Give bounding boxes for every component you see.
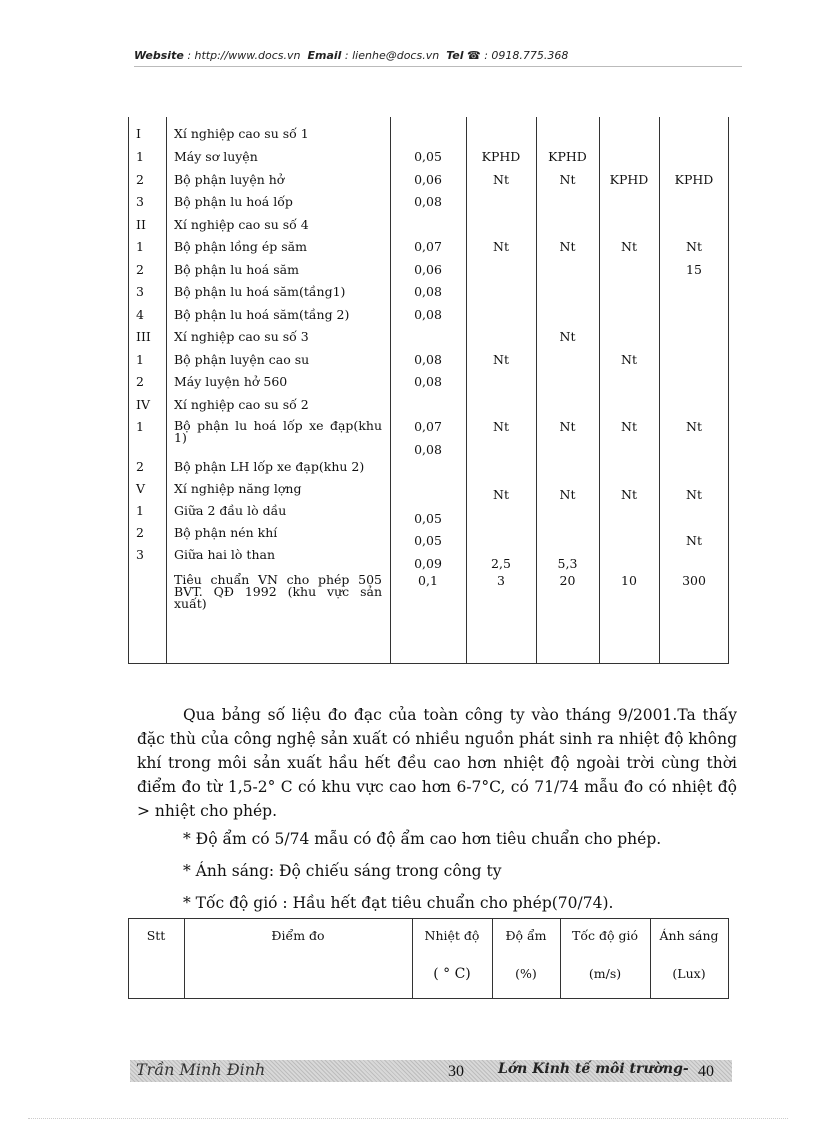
footer-class-number: 40: [698, 1063, 714, 1080]
table-cell-t: 0,1: [418, 573, 438, 588]
table-cell-w: KPHD: [548, 149, 587, 164]
table-cell-stt: 3: [136, 284, 144, 299]
table-cell-w: Nt: [559, 487, 576, 502]
footer-class: Lớn Kinh tế môi trường-: [498, 1061, 689, 1077]
unit-humidity: (%): [515, 966, 537, 981]
table-cell-t: 0,05: [414, 533, 442, 548]
paragraph-text: Qua bảng số liệu đo đạc của toàn công ty vào tháng 9/2001.Ta thấy đặc thù của công nghệ sản xuất có nhiều nguồn phát sinh ra nhiệt độ không khí trong môi sản xuất hầu hết đều cao hơn nhiệt độ ngoài trời cùng thời điểm đo từ 1,5-2° C có khu vực cao hơn 6-7°C, có 71/74 mẫu đo có nhiệt độ > nhiệt cho phép.: [137, 706, 737, 820]
table-cell-n: KPHD: [674, 172, 714, 187]
table-border: [728, 918, 729, 998]
email-label: Email: [307, 49, 342, 62]
col-header-temperature: Nhiệt độ: [424, 928, 480, 943]
website-link[interactable]: : http://www.docs.vn: [187, 49, 301, 62]
table-cell-stt: II: [136, 217, 146, 232]
table-cell-stt: 1: [136, 352, 144, 367]
analysis-paragraph: [137, 703, 737, 823]
table-cell-name: Xí nghiệp cao su số 2: [174, 397, 309, 412]
table-cell-t: 0,08: [414, 442, 442, 457]
table-cell-w: 5,3: [557, 556, 578, 571]
website-label: Website: [134, 49, 184, 62]
page-footer: [130, 1060, 732, 1082]
table-cell-h: Nt: [493, 172, 509, 187]
table-cell-w: 20: [559, 573, 576, 588]
table-cell-t: 0,08: [414, 194, 442, 209]
table-cell-stt: V: [136, 481, 146, 496]
table-cell-w: Nt: [559, 329, 576, 344]
table-cell-stt: 1: [136, 149, 144, 164]
unit-temperature: ( ° C): [433, 966, 471, 982]
table-cell-t: 0,07: [414, 419, 442, 434]
table-cell-stt: 1: [136, 503, 144, 518]
page-header: [134, 49, 568, 62]
table-cell-l: Nt: [621, 352, 637, 367]
unit-light: (Lux): [672, 966, 706, 981]
table-cell-name: Bộ phận luyện cao su: [174, 352, 310, 367]
table-border: [128, 998, 729, 999]
table-cell-name: Bộ phận lu hoá săm(tầng1): [174, 284, 346, 299]
table-cell-h: Nt: [493, 487, 509, 502]
table-cell-t: 0,05: [414, 511, 442, 526]
col-header-humidity: Độ ẩm: [505, 928, 547, 943]
phone-icon: ☎: [467, 49, 481, 62]
table-cell-h: Nt: [493, 239, 509, 254]
table-cell-name: Xí nghiệp cao su số 3: [174, 329, 309, 344]
col-header-point: Điểm đo: [271, 928, 325, 943]
table-cell-t: 0,06: [414, 172, 442, 187]
table-border: [128, 117, 129, 663]
table-cell-w: Nt: [559, 172, 576, 187]
table-cell-h: 3: [497, 573, 505, 588]
table-cell-n: Nt: [686, 533, 702, 548]
bullet-humidity: * Độ ẩm có 5/74 mẫu có độ ẩm cao hơn tiêu chuẩn cho phép.: [183, 830, 662, 848]
col-header-light: Ánh sáng: [659, 928, 719, 943]
table-cell-stt: IV: [136, 397, 150, 412]
table-cell-h: Nt: [493, 352, 509, 367]
table-cell-name: Máy luyện hở 560: [174, 374, 288, 389]
table-cell-l: 10: [621, 573, 637, 588]
measurement-table: [128, 117, 729, 663]
table-cell-stt: 3: [136, 547, 144, 562]
table-cell-name: Bộ phận luyện hở: [174, 172, 285, 187]
table-cell-name: Xí nghiệp cao su số 4: [174, 217, 309, 232]
table-cell-l: Nt: [621, 239, 637, 254]
table-cell-l: Nt: [621, 419, 637, 434]
table-cell-name: Xí nghiệp năng lợng: [174, 481, 302, 496]
table-cell-t: 0,09: [414, 556, 442, 571]
bullet-light: * Ánh sáng: Độ chiếu sáng trong công ty: [183, 862, 502, 880]
footer-author: Trần Minh Đinh: [136, 1060, 266, 1079]
unit-wind: (m/s): [588, 966, 622, 981]
table-cell-name: Giữa hai lò than: [174, 547, 276, 562]
table-cell-stt: 1: [136, 239, 144, 254]
col-header-stt: Stt: [146, 928, 166, 943]
table-cell-stt: 4: [136, 307, 144, 322]
email-link[interactable]: : lienhe@docs.vn: [344, 49, 440, 62]
col-header-wind: Tốc độ gió: [572, 928, 638, 943]
table-cell-l: KPHD: [609, 172, 649, 187]
table-cell-n: Nt: [686, 419, 702, 434]
table-cell-t: 0,08: [414, 307, 442, 322]
table-cell-h: KPHD: [481, 149, 521, 164]
table-cell-name: Bộ phận lu hoá lốp: [174, 194, 293, 209]
table-cell-name: Máy sơ luyện: [174, 149, 258, 164]
table-cell-n: 15: [686, 262, 702, 277]
table-cell-t: 0,08: [414, 352, 442, 367]
summary-table-header: [128, 918, 729, 998]
table-col-divider: [166, 117, 167, 663]
table-cell-n: Nt: [686, 487, 702, 502]
table-cell-name: Bộ phận LH lốp xe đạp(khu 2): [174, 459, 365, 474]
table-cell-stt: 1: [136, 419, 144, 434]
table-cell-t: 0,08: [414, 374, 442, 389]
tel-value: : 0918.775.368: [484, 49, 569, 62]
table-cell-w: Nt: [559, 419, 576, 434]
table-cell-name: Giữa 2 đầu lò dầu: [174, 503, 287, 518]
table-cell-stt: 2: [136, 172, 144, 187]
table-border: [128, 918, 729, 919]
header-divider: [134, 66, 742, 67]
table-cell-stt: 2: [136, 374, 144, 389]
bullet-wind: * Tốc độ gió : Hầu hết đạt tiêu chuẩn cho phép(70/74).: [183, 894, 614, 912]
table-cell-stt: 2: [136, 525, 144, 540]
table-cell-name: Bộ phận lồng ép săm: [174, 239, 307, 254]
table-cell-stt: 2: [136, 262, 144, 277]
table-cell-stt: 2: [136, 459, 144, 474]
table-cell-t: 0,07: [414, 239, 442, 254]
table-cell-l: Nt: [621, 487, 637, 502]
table-cell-h: 2,5: [491, 556, 511, 571]
table-cell-n: 300: [682, 573, 706, 588]
table-cell-n: Nt: [686, 239, 702, 254]
table-cell-name: Bộ phận lu hoá săm(tầng 2): [174, 307, 350, 322]
table-cell-h: Nt: [493, 419, 509, 434]
page-bottom-divider: [28, 1118, 788, 1119]
table-cell-stt: 3: [136, 194, 144, 209]
table-bottom-border: [128, 663, 729, 664]
table-cell-t: 0,05: [414, 149, 442, 164]
table-cell-name: Bộ phận lu hoá săm: [174, 262, 299, 277]
page-number: 30: [448, 1063, 464, 1080]
table-cell-name: Xí nghiệp cao su số 1: [174, 126, 309, 141]
table-cell-name: Bộ phận nén khí: [174, 525, 278, 540]
table-cell-w: Nt: [559, 239, 576, 254]
table-cell-stt: I: [136, 126, 141, 141]
table-cell-t: 0,08: [414, 284, 442, 299]
table-cell-t: 0,06: [414, 262, 442, 277]
table-cell-stt: III: [136, 329, 151, 344]
table-cell-name: Bộ phận lu hoá lốp xe đạp(khu 1): [174, 418, 382, 445]
tel-label: Tel: [446, 49, 464, 62]
table-cell-name: Tiêu chuẩn VN cho phép 505 BVT. QĐ 1992 (khu vực sản xuất): [174, 572, 382, 611]
